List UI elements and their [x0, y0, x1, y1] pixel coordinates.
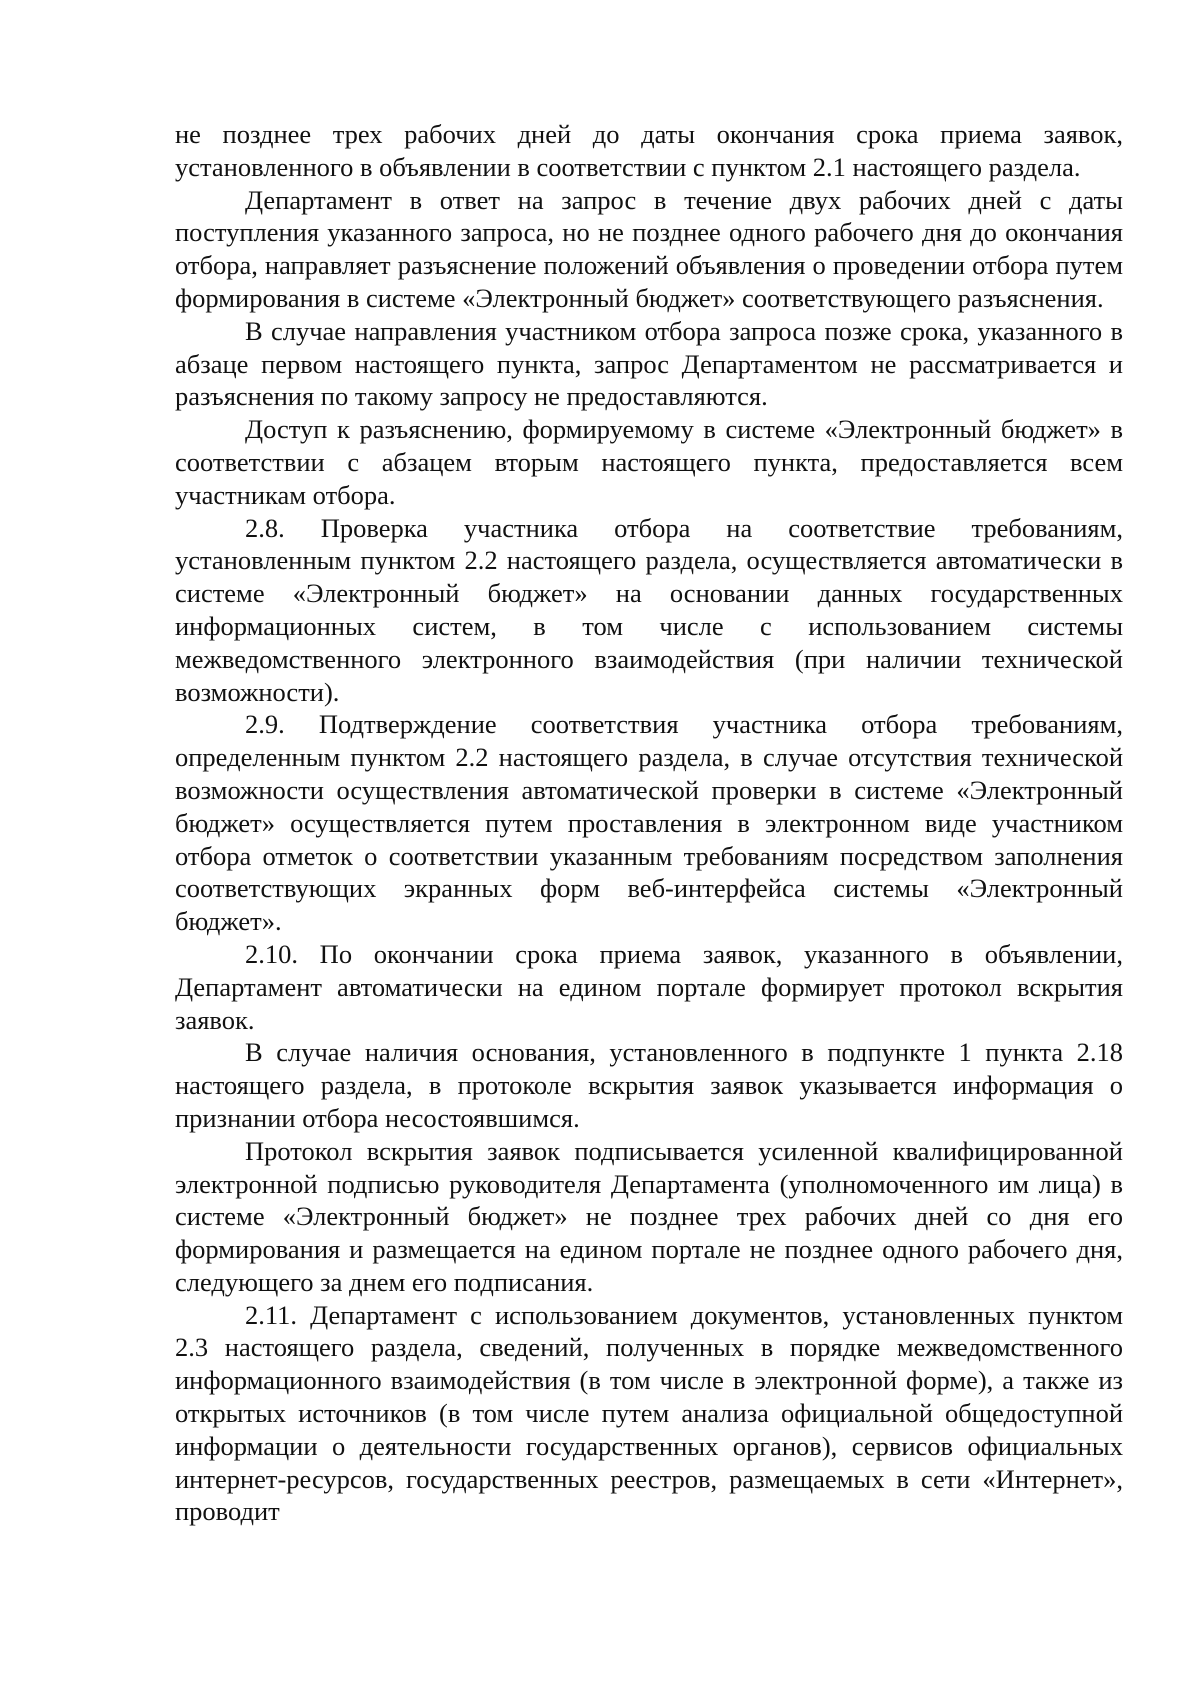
paragraph-2-11: 2.11. Департамент с использованием документов, установленных пунктом 2.3 настоящего раздела, сведений, полученных в порядке межведомственного информационного взаимодействия (в том числе в электронной форме), а также из открытых источников (в том числе путем анализа официальной общедоступной информации о деятельности государственных органов), сервисов официальных интернет-ресурсов, государственных реестров, размещаемых в сети «Интернет», проводит	[175, 1299, 1123, 1527]
paragraph-2-8: 2.8. Проверка участника отбора на соответствие требованиям, установленным пунктом 2.2 настоящего раздела, осуществляется автоматически в системе «Электронный бюджет» на основании данных государственных информационных систем, в том числе с использованием системы межведомственного электронного взаимодействия (при наличии технической возможности).	[175, 512, 1123, 707]
paragraph-2-9: 2.9. Подтверждение соответствия участника отбора требованиям, определенным пунктом 2.2 настоящего раздела, в случае отсутствия технической возможности осуществления автоматической проверки в системе «Электронный бюджет» осуществляется путем проставления в электронном виде участником отбора отметок о соответствии указанным требованиям посредством заполнения соответствующих экранных форм веб-интерфейса системы «Электронный бюджет».	[175, 709, 1123, 937]
paragraph-department-response: Департамент в ответ на запрос в течение двух рабочих дней с даты поступления указанного запроса, но не позднее одного рабочего дня до окончания отбора, направляет разъяснение положений объявления о проведении отбора путем формирования в системе «Электронный бюджет» соответствующего разъяснения.	[175, 184, 1123, 313]
paragraph-access-clarification: Доступ к разъяснению, формируемому в системе «Электронный бюджет» в соответствии с абзацем вторым настоящего пункта, предоставляется всем участникам отбора.	[175, 414, 1123, 510]
paragraph-continuation: не позднее трех рабочих дней до даты окончания срока приема заявок, установленного в объявлении в соответствии с пунктом 2.1 настоящего раздела.	[175, 119, 1123, 182]
paragraph-protocol-signing: Протокол вскрытия заявок подписывается усиленной квалифицированной электронной подписью руководителя Департамента (уполномоченного им лица) в системе «Электронный бюджет» не позднее трех рабочих дней со дня его формирования и размещается на едином портале не позднее одного рабочего дня, следующего за днем его подписания.	[175, 1135, 1123, 1297]
paragraph-2-10: 2.10. По окончании срока приема заявок, указанного в объявлении, Департамент автоматически на едином портале формирует протокол вскрытия заявок.	[175, 938, 1123, 1035]
document-page	[175, 118, 1123, 1528]
paragraph-failed-selection: В случае наличия основания, установленного в подпункте 1 пункта 2.18 настоящего раздела, в протоколе вскрытия заявок указывается информация о признании отбора несостоявшимся.	[175, 1037, 1123, 1133]
paragraph-late-request: В случае направления участником отбора запроса позже срока, указанного в абзаце первом настоящего пункта, запрос Департаментом не рассматривается и разъяснения по такому запросу не предоставляются.	[175, 315, 1123, 412]
